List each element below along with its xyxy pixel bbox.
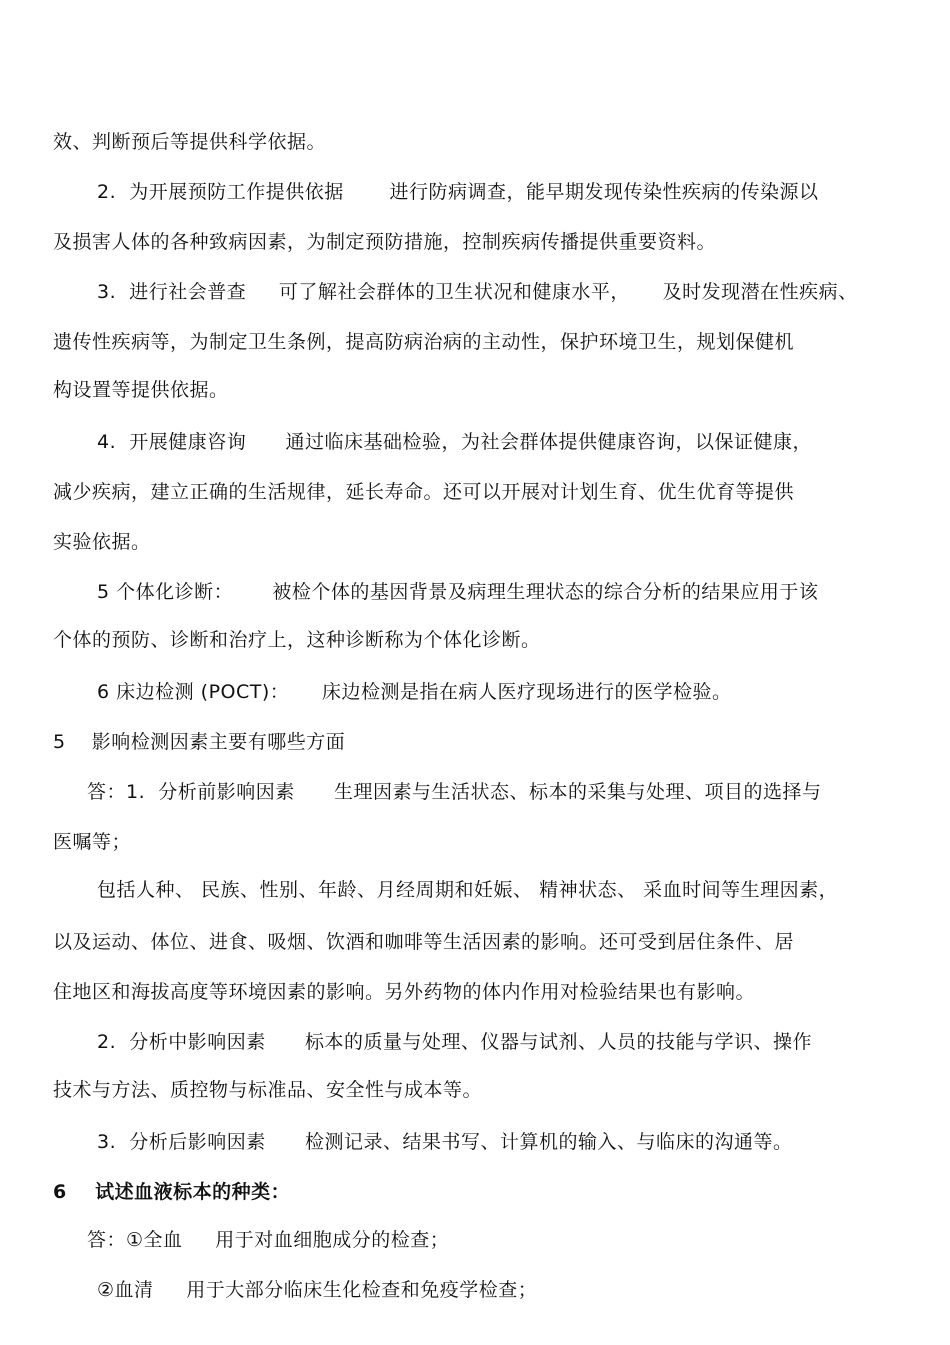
list-item-heading: 2. 为开展预防工作提供依据 进行防病调查，能早期发现传染性疾病的传染源以 xyxy=(97,181,819,203)
question-heading: 5 影响检测因素主要有哪些方面 xyxy=(53,731,346,753)
paragraph-line: 减少疾病，建立正确的生活规律，延长寿命。还可以开展对计划生育、优生优育等提供 xyxy=(53,481,795,503)
list-item-heading: 3. 分析后影响因素 检测记录、结果书写、计算机的输入、与临床的沟通等。 xyxy=(97,1131,793,1153)
paragraph-line: 实验依据。 xyxy=(53,531,151,553)
list-item-heading: 3. 进行社会普查 可了解社会群体的卫生状况和健康水平， 及时发现潜在性疾病、 xyxy=(97,281,858,303)
paragraph-line: 包括人种、 民族、性别、年龄、月经周期和妊娠、 精神状态、 采血时间等生理因素， xyxy=(97,879,839,901)
paragraph-line: 医嘱等； xyxy=(53,831,132,853)
list-item-heading: 4. 开展健康咨询 通过临床基础检验，为社会群体提供健康咨询，以保证健康， xyxy=(97,431,812,453)
list-item-heading: 2. 分析中影响因素 标本的质量与处理、仪器与试剂、人员的技能与学识、操作 xyxy=(97,1031,812,1053)
paragraph-line: 构设置等提供依据。 xyxy=(53,379,229,401)
answer-line: 答：①全血 用于对血细胞成分的检查； xyxy=(87,1229,450,1251)
paragraph-line: 效、判断预后等提供科学依据。 xyxy=(53,131,327,153)
paragraph-line: 住地区和海拔高度等环境因素的影响。另外药物的体内作用对检验结果也有影响。 xyxy=(53,981,756,1003)
definition-heading: 5 个体化诊断： 被检个体的基因背景及病理生理状态的综合分析的结果应用于该 xyxy=(97,581,819,603)
question-heading: 6 试述血液标本的种类： xyxy=(53,1181,291,1203)
paragraph-line: 及损害人体的各种致病因素，为制定预防措施，控制疾病传播提供重要资料。 xyxy=(53,231,717,253)
paragraph-line: 遗传性疾病等，为制定卫生条例，提高防病治病的主动性，保护环境卫生，规划保健机 xyxy=(53,331,795,353)
paragraph-line: 以及运动、体位、进食、吸烟、饮酒和咖啡等生活因素的影响。还可受到居住条件、居 xyxy=(53,931,795,953)
answer-line: 答：1. 分析前影响因素 生理因素与生活状态、标本的采集与处理、项目的选择与 xyxy=(87,781,822,803)
paragraph-line: 个体的预防、诊断和治疗上，这种诊断称为个体化诊断。 xyxy=(53,629,541,651)
answer-line: ②血清 用于大部分临床生化检查和免疫学检查； xyxy=(97,1279,538,1301)
paragraph-line: 技术与方法、质控物与标准品、安全性与成本等。 xyxy=(53,1079,483,1101)
definition-heading: 6 床边检测 (POCT)： 床边检测是指在病人医疗现场进行的医学检验。 xyxy=(97,681,732,703)
